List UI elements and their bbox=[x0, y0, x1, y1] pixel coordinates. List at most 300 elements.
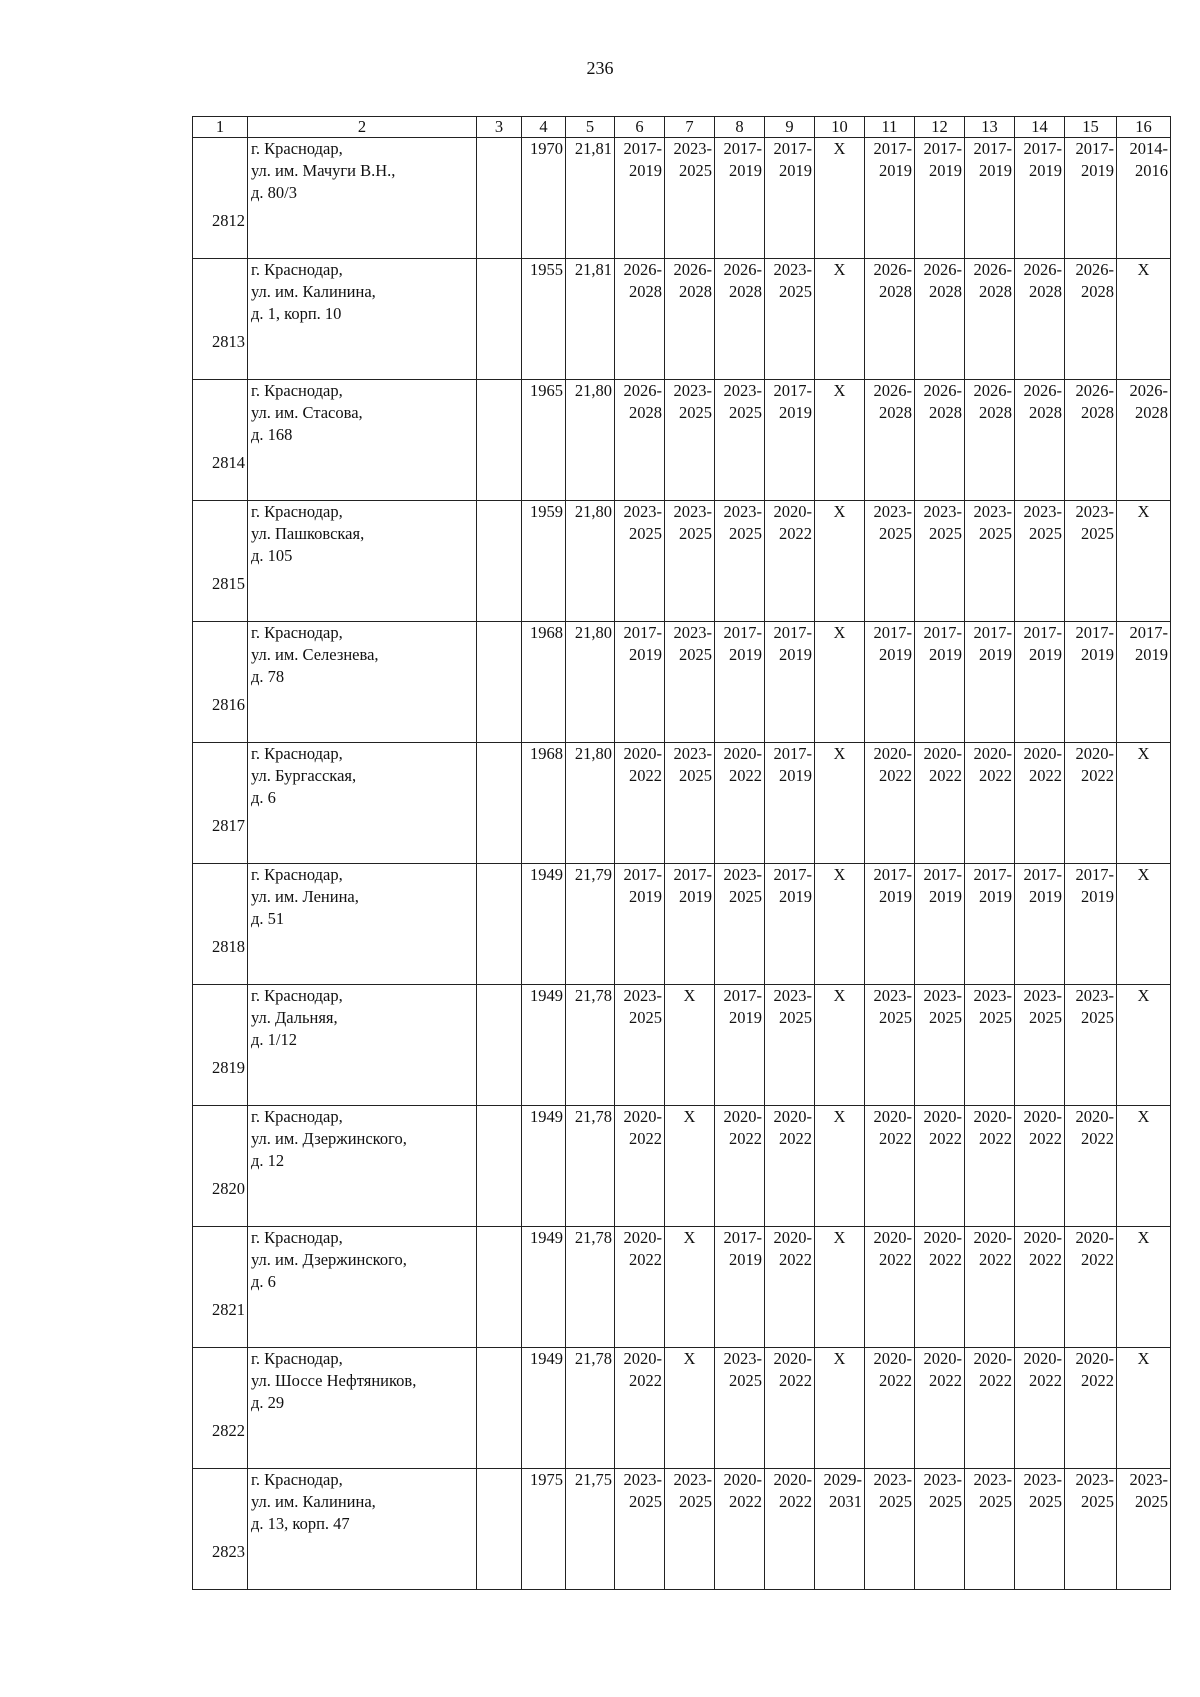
period-end: 2028 bbox=[729, 282, 762, 301]
period-start: 2020- bbox=[1023, 744, 1062, 763]
period-cell-col-9 bbox=[765, 1348, 815, 1469]
period-end: 2022 bbox=[979, 1250, 1012, 1269]
table-row bbox=[193, 1469, 1171, 1590]
period-end: 2025 bbox=[929, 1008, 962, 1027]
period-end: 2019 bbox=[1029, 887, 1062, 906]
address-line: д. 12 bbox=[251, 1151, 285, 1170]
period-cell-col-16: X bbox=[1117, 985, 1171, 1106]
period-cell-col-6 bbox=[615, 864, 665, 985]
period-end: 2022 bbox=[779, 1371, 812, 1390]
period-start: 2026- bbox=[873, 381, 912, 400]
address-line: г. Краснодар, bbox=[251, 1228, 343, 1247]
period-start: 2020- bbox=[723, 744, 762, 763]
table-row bbox=[193, 501, 1171, 622]
period-start: 2017- bbox=[623, 865, 662, 884]
column-5-cell: 21,80 bbox=[566, 380, 615, 501]
period-start: 2023- bbox=[1075, 502, 1114, 521]
column-5-cell: 21,78 bbox=[566, 1106, 615, 1227]
period-start: 2017- bbox=[973, 139, 1012, 158]
address-cell bbox=[248, 501, 477, 622]
period-start: 2023- bbox=[723, 865, 762, 884]
period-start: 2020- bbox=[1023, 1228, 1062, 1247]
period-start: 2020- bbox=[973, 1107, 1012, 1126]
period-end: 2025 bbox=[679, 645, 712, 664]
period-end: 2028 bbox=[879, 403, 912, 422]
row-number-cell: 2815 bbox=[193, 501, 248, 622]
period-start: 2017- bbox=[773, 139, 812, 158]
row-number-cell: 2813 bbox=[193, 259, 248, 380]
address-line: д. 168 bbox=[251, 425, 293, 444]
period-cell-col-13 bbox=[965, 622, 1015, 743]
address-cell bbox=[248, 138, 477, 259]
column-4-cell: 1959 bbox=[522, 501, 566, 622]
period-cell-col-6 bbox=[615, 1469, 665, 1590]
column-3-cell bbox=[477, 985, 522, 1106]
period-cell-col-10 bbox=[815, 1469, 865, 1590]
period-end: 2022 bbox=[879, 766, 912, 785]
period-cell-col-16 bbox=[1117, 380, 1171, 501]
period-start: 2026- bbox=[1023, 260, 1062, 279]
period-end: 2022 bbox=[979, 1129, 1012, 1148]
address-line: г. Краснодар, bbox=[251, 623, 343, 642]
period-start: 2023- bbox=[873, 986, 912, 1005]
address-line: г. Краснодар, bbox=[251, 1349, 343, 1368]
period-start: 2017- bbox=[723, 986, 762, 1005]
period-end: 2025 bbox=[1029, 524, 1062, 543]
address-cell bbox=[248, 259, 477, 380]
period-start: 2023- bbox=[623, 1470, 662, 1489]
address-line: д. 80/3 bbox=[251, 183, 297, 202]
period-cell-col-7 bbox=[665, 138, 715, 259]
column-4-cell: 1955 bbox=[522, 259, 566, 380]
period-start: 2023- bbox=[973, 986, 1012, 1005]
period-end: 2019 bbox=[729, 1250, 762, 1269]
period-end: 2022 bbox=[1081, 1371, 1114, 1390]
period-cell-col-16: X bbox=[1117, 1227, 1171, 1348]
period-cell-col-14 bbox=[1015, 259, 1065, 380]
period-start: 2020- bbox=[623, 1228, 662, 1247]
period-cell-col-12 bbox=[915, 1227, 965, 1348]
period-cell-col-10: X bbox=[815, 380, 865, 501]
period-cell-col-8 bbox=[715, 1106, 765, 1227]
period-cell-col-12 bbox=[915, 501, 965, 622]
period-end: 2025 bbox=[879, 524, 912, 543]
period-cell-col-15 bbox=[1065, 138, 1117, 259]
period-cell-col-15 bbox=[1065, 501, 1117, 622]
period-cell-col-9 bbox=[765, 138, 815, 259]
period-cell-col-14 bbox=[1015, 864, 1065, 985]
column-3-cell bbox=[477, 622, 522, 743]
period-start: 2017- bbox=[773, 744, 812, 763]
column-4-cell: 1968 bbox=[522, 622, 566, 743]
period-cell-col-6 bbox=[615, 380, 665, 501]
period-cell-col-12 bbox=[915, 864, 965, 985]
table-row bbox=[193, 622, 1171, 743]
address-cell bbox=[248, 1106, 477, 1227]
period-end: 2019 bbox=[729, 1008, 762, 1027]
address-line: г. Краснодар, bbox=[251, 139, 343, 158]
period-start: 2020- bbox=[1075, 1349, 1114, 1368]
table-row bbox=[193, 1227, 1171, 1348]
period-end: 2019 bbox=[629, 645, 662, 664]
column-header-14: 14 bbox=[1015, 117, 1065, 138]
address-line: ул. Дальняя, bbox=[251, 1008, 338, 1027]
period-cell-col-14 bbox=[1015, 501, 1065, 622]
period-cell-col-15 bbox=[1065, 743, 1117, 864]
address-cell bbox=[248, 864, 477, 985]
column-header-15: 15 bbox=[1065, 117, 1117, 138]
column-3-cell bbox=[477, 259, 522, 380]
period-end: 2019 bbox=[1029, 161, 1062, 180]
period-start: 2026- bbox=[1023, 381, 1062, 400]
period-cell-col-8 bbox=[715, 259, 765, 380]
row-number-cell: 2819 bbox=[193, 985, 248, 1106]
address-line: д. 78 bbox=[251, 667, 285, 686]
period-start: 2020- bbox=[1075, 1228, 1114, 1247]
address-line: ул. им. Дзержинского, bbox=[251, 1129, 407, 1148]
period-end: 2019 bbox=[779, 766, 812, 785]
period-cell-col-8 bbox=[715, 138, 765, 259]
period-end: 2019 bbox=[629, 161, 662, 180]
column-3-cell bbox=[477, 1348, 522, 1469]
period-cell-col-9 bbox=[765, 985, 815, 1106]
period-start: 2026- bbox=[623, 260, 662, 279]
period-end: 2022 bbox=[929, 766, 962, 785]
period-end: 2025 bbox=[1135, 1492, 1168, 1511]
page-number: 236 bbox=[586, 58, 614, 78]
period-end: 2028 bbox=[1081, 403, 1114, 422]
period-start: 2026- bbox=[873, 260, 912, 279]
period-cell-col-16 bbox=[1117, 1469, 1171, 1590]
period-cell-col-14 bbox=[1015, 985, 1065, 1106]
period-cell-col-14 bbox=[1015, 138, 1065, 259]
period-cell-col-8 bbox=[715, 1469, 765, 1590]
period-end: 2025 bbox=[629, 1492, 662, 1511]
period-cell-col-10: X bbox=[815, 259, 865, 380]
column-header-4: 4 bbox=[522, 117, 566, 138]
period-start: 2017- bbox=[873, 623, 912, 642]
address-line: г. Краснодар, bbox=[251, 865, 343, 884]
period-start: 2020- bbox=[773, 1470, 812, 1489]
period-start: 2017- bbox=[873, 139, 912, 158]
period-end: 2025 bbox=[1081, 524, 1114, 543]
period-cell-col-8 bbox=[715, 1348, 765, 1469]
period-cell-col-6 bbox=[615, 1227, 665, 1348]
column-header-7: 7 bbox=[665, 117, 715, 138]
address-line: д. 1, корп. 10 bbox=[251, 304, 342, 323]
period-cell-col-8 bbox=[715, 864, 765, 985]
row-number-cell: 2817 bbox=[193, 743, 248, 864]
period-start: 2023- bbox=[973, 502, 1012, 521]
period-cell-col-14 bbox=[1015, 1348, 1065, 1469]
period-end: 2025 bbox=[629, 1008, 662, 1027]
period-end: 2025 bbox=[779, 1008, 812, 1027]
period-cell-col-9 bbox=[765, 622, 815, 743]
period-end: 2025 bbox=[679, 161, 712, 180]
column-4-cell: 1970 bbox=[522, 138, 566, 259]
address-line: г. Краснодар, bbox=[251, 1107, 343, 1126]
period-cell-col-11 bbox=[865, 985, 915, 1106]
period-cell-col-15 bbox=[1065, 1106, 1117, 1227]
period-end: 2022 bbox=[779, 1492, 812, 1511]
period-start: 2020- bbox=[923, 1228, 962, 1247]
period-start: 2017- bbox=[1023, 623, 1062, 642]
period-end: 2019 bbox=[779, 403, 812, 422]
period-cell-col-13 bbox=[965, 864, 1015, 985]
column-3-cell bbox=[477, 501, 522, 622]
column-header-12: 12 bbox=[915, 117, 965, 138]
table-row bbox=[193, 1348, 1171, 1469]
period-start: 2023- bbox=[1075, 1470, 1114, 1489]
period-cell-col-12 bbox=[915, 1106, 965, 1227]
period-end: 2019 bbox=[929, 645, 962, 664]
period-cell-col-10: X bbox=[815, 864, 865, 985]
period-cell-col-7: X bbox=[665, 1348, 715, 1469]
period-start: 2026- bbox=[923, 381, 962, 400]
row-number-cell: 2818 bbox=[193, 864, 248, 985]
table-header bbox=[193, 117, 1171, 138]
address-line: д. 51 bbox=[251, 909, 285, 928]
address-line: ул. им. Ленина, bbox=[251, 887, 359, 906]
column-5-cell: 21,78 bbox=[566, 1348, 615, 1469]
period-end: 2025 bbox=[979, 1008, 1012, 1027]
period-end: 2019 bbox=[979, 161, 1012, 180]
address-line: д. 6 bbox=[251, 1272, 276, 1291]
period-start: 2020- bbox=[723, 1107, 762, 1126]
period-cell-col-7 bbox=[665, 501, 715, 622]
period-end: 2022 bbox=[629, 1371, 662, 1390]
period-start: 2023- bbox=[923, 502, 962, 521]
row-number-cell: 2821 bbox=[193, 1227, 248, 1348]
period-start: 2023- bbox=[673, 1470, 712, 1489]
period-start: 2020- bbox=[873, 744, 912, 763]
period-cell-col-11 bbox=[865, 1469, 915, 1590]
period-cell-col-16: X bbox=[1117, 501, 1171, 622]
period-start: 2023- bbox=[673, 139, 712, 158]
address-cell bbox=[248, 622, 477, 743]
period-start: 2029- bbox=[823, 1470, 862, 1489]
address-line: ул. им. Стасова, bbox=[251, 403, 363, 422]
period-end: 2022 bbox=[1081, 1250, 1114, 1269]
period-cell-col-13 bbox=[965, 1106, 1015, 1227]
period-end: 2019 bbox=[1081, 887, 1114, 906]
period-cell-col-10: X bbox=[815, 501, 865, 622]
period-start: 2023- bbox=[673, 744, 712, 763]
table-row bbox=[193, 864, 1171, 985]
period-end: 2022 bbox=[729, 1129, 762, 1148]
period-end: 2025 bbox=[1081, 1492, 1114, 1511]
period-cell-col-12 bbox=[915, 259, 965, 380]
period-start: 2023- bbox=[723, 502, 762, 521]
period-cell-col-14 bbox=[1015, 622, 1065, 743]
period-cell-col-15 bbox=[1065, 1348, 1117, 1469]
period-end: 2022 bbox=[929, 1371, 962, 1390]
period-start: 2026- bbox=[1075, 381, 1114, 400]
period-start: 2020- bbox=[773, 1349, 812, 1368]
period-start: 2017- bbox=[1075, 139, 1114, 158]
period-cell-col-12 bbox=[915, 380, 965, 501]
column-4-cell: 1949 bbox=[522, 864, 566, 985]
column-3-cell bbox=[477, 743, 522, 864]
period-cell-col-14 bbox=[1015, 1469, 1065, 1590]
address-line: д. 6 bbox=[251, 788, 276, 807]
column-header-11: 11 bbox=[865, 117, 915, 138]
column-3-cell bbox=[477, 864, 522, 985]
period-cell-col-16: X bbox=[1117, 1106, 1171, 1227]
period-cell-col-8 bbox=[715, 622, 765, 743]
period-end: 2022 bbox=[779, 524, 812, 543]
period-cell-col-13 bbox=[965, 743, 1015, 864]
period-start: 2023- bbox=[723, 1349, 762, 1368]
period-start: 2026- bbox=[973, 381, 1012, 400]
period-cell-col-7 bbox=[665, 1469, 715, 1590]
period-start: 2017- bbox=[923, 139, 962, 158]
period-cell-col-6 bbox=[615, 501, 665, 622]
period-end: 2019 bbox=[729, 645, 762, 664]
period-end: 2019 bbox=[879, 887, 912, 906]
column-4-cell: 1949 bbox=[522, 1106, 566, 1227]
period-start: 2023- bbox=[773, 260, 812, 279]
column-3-cell bbox=[477, 1227, 522, 1348]
period-cell-col-14 bbox=[1015, 743, 1065, 864]
period-cell-col-13 bbox=[965, 1227, 1015, 1348]
period-cell-col-11 bbox=[865, 743, 915, 864]
period-cell-col-12 bbox=[915, 622, 965, 743]
period-end: 2022 bbox=[779, 1250, 812, 1269]
address-line: д. 13, корп. 47 bbox=[251, 1514, 350, 1533]
address-line: ул. им. Калинина, bbox=[251, 282, 376, 301]
period-cell-col-10: X bbox=[815, 1348, 865, 1469]
period-start: 2017- bbox=[673, 865, 712, 884]
period-end: 2025 bbox=[1081, 1008, 1114, 1027]
address-line: г. Краснодар, bbox=[251, 502, 343, 521]
column-4-cell: 1975 bbox=[522, 1469, 566, 1590]
period-cell-col-7 bbox=[665, 864, 715, 985]
period-cell-col-6 bbox=[615, 1348, 665, 1469]
period-end: 2019 bbox=[779, 645, 812, 664]
address-line: ул. им. Дзержинского, bbox=[251, 1250, 407, 1269]
period-cell-col-11 bbox=[865, 259, 915, 380]
column-3-cell bbox=[477, 1469, 522, 1590]
period-cell-col-9 bbox=[765, 1227, 815, 1348]
period-end: 2028 bbox=[879, 282, 912, 301]
period-cell-col-8 bbox=[715, 380, 765, 501]
period-cell-col-14 bbox=[1015, 1106, 1065, 1227]
period-end: 2031 bbox=[829, 1492, 862, 1511]
address-line: ул. им. Калинина, bbox=[251, 1492, 376, 1511]
address-cell bbox=[248, 1348, 477, 1469]
period-start: 2023- bbox=[623, 502, 662, 521]
period-end: 2022 bbox=[979, 1371, 1012, 1390]
period-cell-col-9 bbox=[765, 864, 815, 985]
period-end: 2016 bbox=[1135, 161, 1168, 180]
period-cell-col-6 bbox=[615, 1106, 665, 1227]
period-cell-col-11 bbox=[865, 138, 915, 259]
period-end: 2019 bbox=[929, 161, 962, 180]
address-cell bbox=[248, 1227, 477, 1348]
period-cell-col-14 bbox=[1015, 380, 1065, 501]
address-cell bbox=[248, 1469, 477, 1590]
period-end: 2028 bbox=[929, 282, 962, 301]
period-cell-col-9 bbox=[765, 259, 815, 380]
period-cell-col-11 bbox=[865, 1106, 915, 1227]
table-row bbox=[193, 1106, 1171, 1227]
period-end: 2025 bbox=[1029, 1492, 1062, 1511]
schedule-table bbox=[192, 116, 1171, 1590]
period-cell-col-14 bbox=[1015, 1227, 1065, 1348]
period-cell-col-12 bbox=[915, 1348, 965, 1469]
period-end: 2025 bbox=[979, 1492, 1012, 1511]
table-body bbox=[193, 138, 1171, 1590]
period-start: 2023- bbox=[1023, 502, 1062, 521]
period-start: 2020- bbox=[973, 1349, 1012, 1368]
period-start: 2020- bbox=[623, 1349, 662, 1368]
period-cell-col-7 bbox=[665, 259, 715, 380]
period-end: 2025 bbox=[679, 766, 712, 785]
period-start: 2017- bbox=[1129, 623, 1168, 642]
period-end: 2028 bbox=[1081, 282, 1114, 301]
period-end: 2025 bbox=[879, 1008, 912, 1027]
period-end: 2022 bbox=[1029, 1371, 1062, 1390]
period-cell-col-15 bbox=[1065, 864, 1117, 985]
column-header-5: 5 bbox=[566, 117, 615, 138]
address-line: г. Краснодар, bbox=[251, 381, 343, 400]
period-end: 2019 bbox=[779, 887, 812, 906]
period-cell-col-15 bbox=[1065, 380, 1117, 501]
period-end: 2025 bbox=[679, 403, 712, 422]
period-start: 2020- bbox=[923, 1107, 962, 1126]
period-end: 2022 bbox=[929, 1129, 962, 1148]
period-cell-col-13 bbox=[965, 985, 1015, 1106]
period-start: 2014- bbox=[1129, 139, 1168, 158]
period-cell-col-7: X bbox=[665, 1106, 715, 1227]
period-end: 2022 bbox=[1081, 1129, 1114, 1148]
period-end: 2022 bbox=[1029, 766, 1062, 785]
period-cell-col-10: X bbox=[815, 622, 865, 743]
period-end: 2022 bbox=[1029, 1250, 1062, 1269]
column-header-13: 13 bbox=[965, 117, 1015, 138]
period-start: 2023- bbox=[873, 502, 912, 521]
period-start: 2023- bbox=[673, 381, 712, 400]
period-end: 2022 bbox=[629, 1250, 662, 1269]
period-end: 2025 bbox=[879, 1492, 912, 1511]
period-start: 2017- bbox=[1023, 865, 1062, 884]
period-cell-col-16: X bbox=[1117, 743, 1171, 864]
period-cell-col-15 bbox=[1065, 259, 1117, 380]
period-cell-col-7: X bbox=[665, 985, 715, 1106]
period-cell-col-15 bbox=[1065, 1227, 1117, 1348]
column-3-cell bbox=[477, 1106, 522, 1227]
column-header-1: 1 bbox=[193, 117, 248, 138]
row-number-cell: 2822 bbox=[193, 1348, 248, 1469]
address-line: ул. Пашковская, bbox=[251, 524, 365, 543]
period-end: 2025 bbox=[729, 887, 762, 906]
column-4-cell: 1965 bbox=[522, 380, 566, 501]
period-cell-col-13 bbox=[965, 380, 1015, 501]
address-line: ул. им. Селезнева, bbox=[251, 645, 379, 664]
period-end: 2019 bbox=[679, 887, 712, 906]
address-line: г. Краснодар, bbox=[251, 744, 343, 763]
period-end: 2025 bbox=[929, 1492, 962, 1511]
address-line: г. Краснодар, bbox=[251, 1470, 343, 1489]
address-line: г. Краснодар, bbox=[251, 260, 343, 279]
period-cell-col-10: X bbox=[815, 1227, 865, 1348]
period-start: 2020- bbox=[973, 1228, 1012, 1247]
period-end: 2019 bbox=[879, 645, 912, 664]
period-cell-col-6 bbox=[615, 622, 665, 743]
period-end: 2028 bbox=[1029, 282, 1062, 301]
period-end: 2028 bbox=[1029, 403, 1062, 422]
